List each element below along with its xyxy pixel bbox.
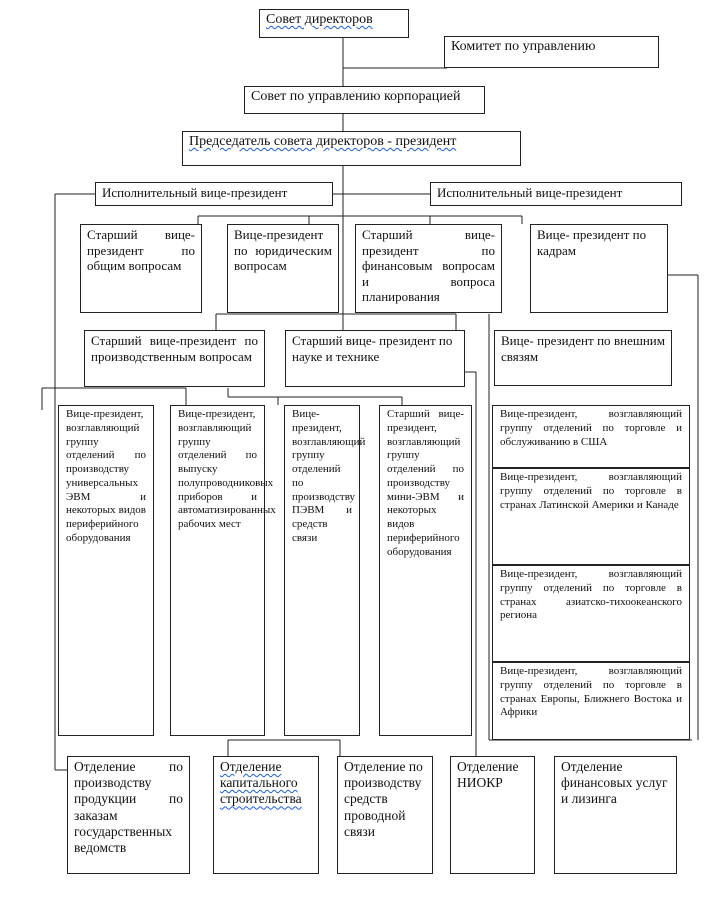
vp-minicomputers-label: Старший вице-президент, возглавляющий группу отделений по производству мини-ЭВМ и некоторых видов периферийного оборудования: [387, 408, 464, 558]
vp-trade-asia-pacific: [492, 565, 690, 662]
executive-vp-right-label: Исполнительный вице-президент: [437, 185, 623, 200]
svp-general-affairs-label: Старший вице-президент по общим вопросам: [87, 227, 195, 274]
chairman-president: [182, 131, 521, 166]
division-government-orders: [67, 756, 190, 874]
executive-vp-left: [95, 182, 333, 206]
svp-science-technology: [285, 330, 465, 387]
executive-vp-left-label: Исполнительный вице-президент: [102, 185, 288, 200]
vp-pc-communications: [284, 405, 366, 736]
vp-legal-affairs: [227, 224, 339, 313]
vp-pc-communications-label: Вице-президент, возглавляющий группу отделений по производству ПЭВМ и средств связи: [292, 408, 366, 544]
vp-minicomputers: [379, 405, 472, 736]
division-financial-leasing-label: Отделение финансовых услуг и лизинга: [561, 759, 668, 807]
management-committee: [444, 36, 659, 68]
vp-legal-affairs-label: Вице-президент по юридическим вопросам: [234, 227, 332, 274]
division-capital-construction-label: Отделение капитального строительства: [220, 759, 302, 807]
division-capital-construction: [213, 756, 319, 874]
svp-finance-planning: [355, 224, 502, 313]
corporate-management-council-label: Совет по управлению корпорацией: [251, 89, 461, 104]
vp-human-resources: [530, 224, 668, 313]
vp-trade-asia-pacific-label: Вице-президент, возглавляющий группу отделений по торговле в странах азиатско-тихоокеанского региона: [500, 568, 682, 622]
svp-finance-planning-label: Старший вице-президент по финансовым вопросам и вопроса планирования: [362, 227, 495, 305]
vp-human-resources-label: Вице- президент по кадрам: [537, 227, 647, 258]
vp-universal-computers-label: Вице-президент, возглавляющий группу отделений по производству универсальных ЭВМ и некоторых видов периферийного оборудования: [66, 408, 146, 544]
vp-trade-usa-label: Вице-президент, возглавляющий группу отделений по торговле и обслуживанию в США: [500, 408, 682, 448]
division-rnd: [450, 756, 535, 874]
division-wired-communications: [337, 756, 433, 874]
vp-trade-europe-middle-east-africa-label: Вице-президент, возглавляющий группу отделений по торговле в странах Европы, Ближнего Востока и Африки: [500, 665, 682, 719]
svp-science-technology-label: Старший вице- президент по науке и технике: [292, 333, 453, 364]
corporate-management-council: [244, 86, 485, 114]
vp-trade-latin-america-canada-label: Вице-президент, возглавляющий группу отделений по торговле в странах Латинской Америки и Канаде: [500, 471, 682, 511]
vp-external-relations: [494, 330, 672, 386]
vp-semiconductors-label: Вице-президент, возглавляющий группу отделений по выпуску полупроводниковых приборов и автоматизированных рабочих мест: [178, 408, 276, 530]
management-committee-label: Комитет по управлению: [451, 39, 596, 54]
executive-vp-right: [430, 182, 682, 206]
chairman-president-label: Председатель совета директоров - президент: [189, 134, 457, 149]
svp-general-affairs: [80, 224, 202, 313]
vp-trade-usa: [492, 405, 690, 468]
division-rnd-label: Отделение НИОКР: [457, 759, 519, 791]
division-government-orders-label: Отделение по производству продукции по заказам государственных ведомств: [74, 759, 183, 855]
vp-universal-computers: [58, 405, 154, 736]
division-wired-communications-label: Отделение по производству средств проводной связи: [344, 759, 423, 839]
vp-external-relations-label: Вице- президент по внешним связям: [501, 333, 665, 364]
vp-trade-europe-middle-east-africa: [492, 662, 690, 740]
division-financial-leasing: [554, 756, 677, 874]
svp-production: [84, 330, 265, 387]
board-of-directors: [259, 9, 409, 38]
vp-semiconductors: [170, 405, 276, 736]
svp-production-label: Старший вице-президент по производственным вопросам: [91, 333, 258, 364]
vp-trade-latin-america-canada: [492, 468, 690, 565]
board-of-directors-label: Совет директоров: [266, 12, 373, 27]
